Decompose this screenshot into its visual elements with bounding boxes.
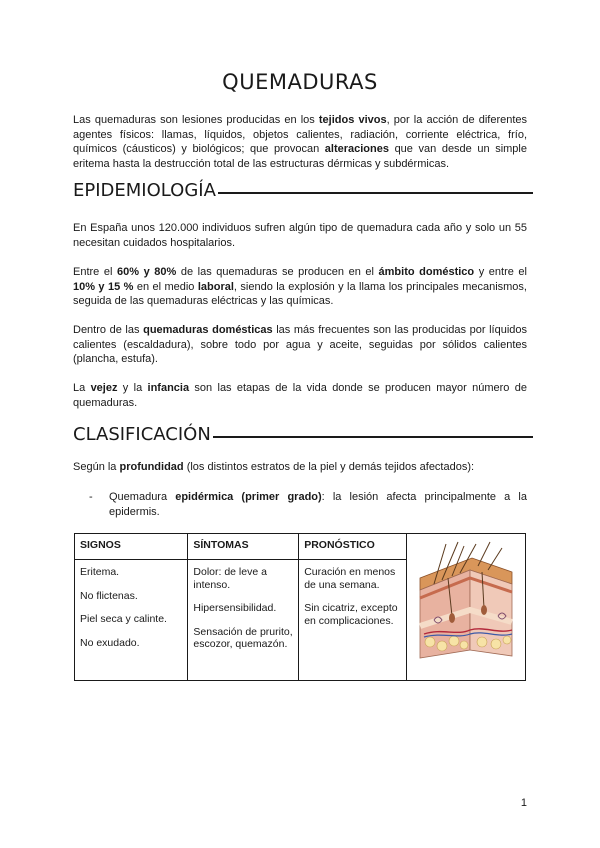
text-span: Las quemaduras son lesiones producidas en los (73, 114, 319, 126)
text-span: y la (117, 382, 148, 394)
sintomas-item: Dolor: de leve a intenso. (193, 566, 267, 591)
skin-illustration-cell (406, 534, 525, 681)
signos-item: Piel seca y calinte. (80, 613, 167, 625)
epidemiologia-paragraph-2 (73, 265, 527, 309)
bold-term: 60% y 80% (116, 266, 177, 278)
intro-paragraph (73, 113, 527, 171)
text-span: Dentro de las (73, 324, 144, 336)
bold-term: infancia (147, 382, 190, 394)
pronostico-item: Curación en menos de una semana. (304, 566, 396, 591)
bold-term: epidérmica (primer grado) (175, 491, 322, 503)
bold-term: alteraciones (324, 143, 389, 156)
table-header-row (75, 534, 526, 560)
text-span: (los distintos estratos de la piel y demás tejidos afectados): (183, 461, 475, 473)
section-heading-epidemiologia (73, 180, 533, 201)
text-span: son las etapas de la vida donde se producen mayor número de quemaduras. (73, 382, 527, 409)
heading-rule (213, 436, 533, 438)
epidemiologia-paragraph-1: En España unos 120.000 individuos sufren algún tipo de quemadura cada año y solo un 55 necesitan cuidados hospitalarios. (73, 222, 527, 249)
epidemiologia-paragraph-3 (73, 323, 527, 367)
list-item-text (109, 490, 527, 519)
signos-item: No flictenas. (80, 589, 138, 602)
bullet-dash: - (89, 491, 93, 503)
text-span: las más frecuentes son las producidas por líquidos calientes (escaldadura), sobre todo por agua y aceite, seguidas por sólidos calientes (plancha, estufa). (73, 324, 527, 366)
section-heading-clasificacion (73, 424, 533, 445)
signos-cell (75, 560, 188, 681)
signos-item: No exudado. (80, 636, 140, 649)
text-span: Según la (73, 461, 120, 473)
bold-term: tejidos vivos (318, 114, 387, 126)
text-span: , por la acción de diferentes agentes físicos: llamas, líquidos, objetos calientes, radiación, corriente eléctrica, frío, químicos (cáusticos) y biológicos; que provocan (73, 114, 528, 156)
signs-table (74, 533, 526, 681)
text-span: de las quemaduras se producen en el (176, 266, 379, 278)
pronostico-item: Sin cicatriz, excepto en complicaciones. (304, 602, 398, 627)
text-span: Quemadura (109, 491, 176, 503)
list-item-primer-grado (89, 490, 527, 519)
bold-term: ámbito doméstico (378, 266, 475, 278)
signos-item: Eritema. (80, 566, 120, 578)
bold-term: laboral (197, 280, 234, 293)
bold-term: vejez (90, 382, 118, 394)
sintomas-item: Sensación de prurito, escozor, quemazón. (193, 625, 293, 650)
bold-term: profundidad (119, 461, 184, 473)
text-span: en el medio (133, 280, 198, 293)
page-number: 1 (520, 797, 527, 809)
skin-cross-section-image (412, 538, 520, 666)
pronostico-cell (299, 560, 407, 681)
table-header-signos: SIGNOS (75, 534, 188, 560)
sintomas-cell (188, 560, 299, 681)
text-span: : la lesión afecta principalmente a la epidermis. (109, 491, 527, 518)
table-header-pronostico: PRONÓSTICO (299, 534, 407, 560)
page-title: QUEMADURAS (222, 70, 378, 94)
clasificacion-paragraph (73, 460, 527, 475)
epidemiologia-paragraph-4 (73, 381, 527, 410)
text-span: Entre el (73, 266, 117, 278)
heading-rule (218, 192, 533, 194)
section-heading-text: EPIDEMIOLOGÍA (73, 180, 216, 201)
text-span: que van desde un simple eritema hasta la destrucción total de las estructuras dérmicas y subdérmicas. (73, 143, 527, 170)
bold-term: quemaduras domésticas (143, 324, 273, 336)
section-heading-text: CLASIFICACIÓN (73, 424, 211, 445)
text-span: , siendo la explosión y la llama los principales mecanismos, seguida de las quemaduras eléctricas y las químicas. (73, 280, 527, 308)
text-span: y entre el (474, 266, 527, 278)
bold-term: 10% y 15 % (73, 280, 134, 293)
table-header-sintomas: SÍNTOMAS (188, 534, 299, 560)
sintomas-item: Hipersensibilidad. (193, 602, 277, 614)
text-span: La (73, 382, 91, 394)
